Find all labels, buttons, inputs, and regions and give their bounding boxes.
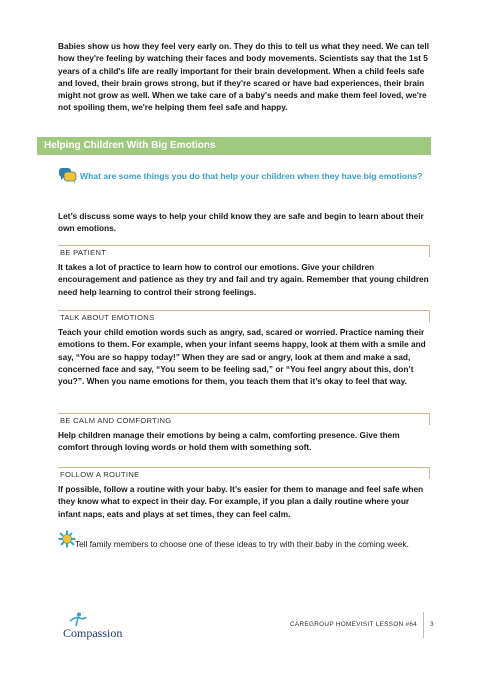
section-follow-routine (58, 467, 430, 520)
logo-wordmark: Compassion (63, 626, 123, 640)
section-body: It takes a lot of practice to learn how to control our emotions. Give your children encouragement and patience as they try and fail and try again. Remember that young children need help learning to control their strong feelings. (58, 262, 429, 297)
section-heading: FOLLOW A ROUTINE (58, 467, 430, 479)
section-body: Help children manage their emotions by being a calm, comforting presence. Give them comfort through loving words or hold them with something soft. (58, 430, 400, 453)
section-body: If possible, follow a routine with your baby. It’s easier for them to manage and feel safe when they know what to expect in their day. For example, if you plan a daily routine where your infant naps, eats and plays at set times, they can feel calm. (58, 484, 424, 519)
section-be-calm (58, 413, 430, 454)
section-talk-about-emotions (58, 310, 430, 387)
section-heading: TALK ABOUT EMOTIONS (58, 310, 430, 322)
sun-gear-icon (58, 530, 76, 548)
section-heading: BE PATIENT (58, 245, 430, 257)
speech-bubbles-icon (58, 167, 78, 185)
section-be-patient (58, 245, 430, 298)
lesson-label: CAREGROUP HOMEVISIT LESSON #64 (290, 621, 418, 628)
section-heading: BE CALM AND COMFORTING (58, 413, 430, 425)
lead-paragraph: Let’s discuss some ways to help your child know they are safe and begin to learn about their own emotions. (58, 211, 424, 234)
page-number: 3 (430, 621, 434, 628)
tip-text: Tell family members to choose one of these ideas to try with their baby in the coming week. (75, 539, 409, 549)
compassion-logo (58, 612, 138, 642)
section-title-band: Helping Children With Big Emotions (37, 137, 431, 155)
section-body: Teach your child emotion words such as angry, sad, scared or worried. Practice naming their emotions to them. For example, when your infant seems happy, look at them with a smile and say, “You are so happy today!” When they are sad or angry, look at them and make a sad, concerned face and say, “You seem to be feeling sad,” or “You feel angry about this, don’t you?”. When you name emotions for them, you teach them that it’s okay to feel that way. (58, 327, 426, 387)
footer-divider (423, 612, 424, 638)
question-text: What are some things you do that help your children when they have big emotions? (80, 171, 423, 181)
intro-block (58, 40, 430, 114)
intro-paragraph: Babies show us how they feel very early on. They do this to tell us what they need. We can tell how they're feeling by watching their faces and body movements. Scientists say that the 1st 5 years of a child's life are really important for their brain development. When a child feels safe and loved, their brain grows strong, but if they're scared or have bad experiences, their brain might not grow as well. When we take care of a baby's needs and make them feel loved, we're not spoiling them, we're helping them feel safe and happy. (58, 41, 429, 113)
